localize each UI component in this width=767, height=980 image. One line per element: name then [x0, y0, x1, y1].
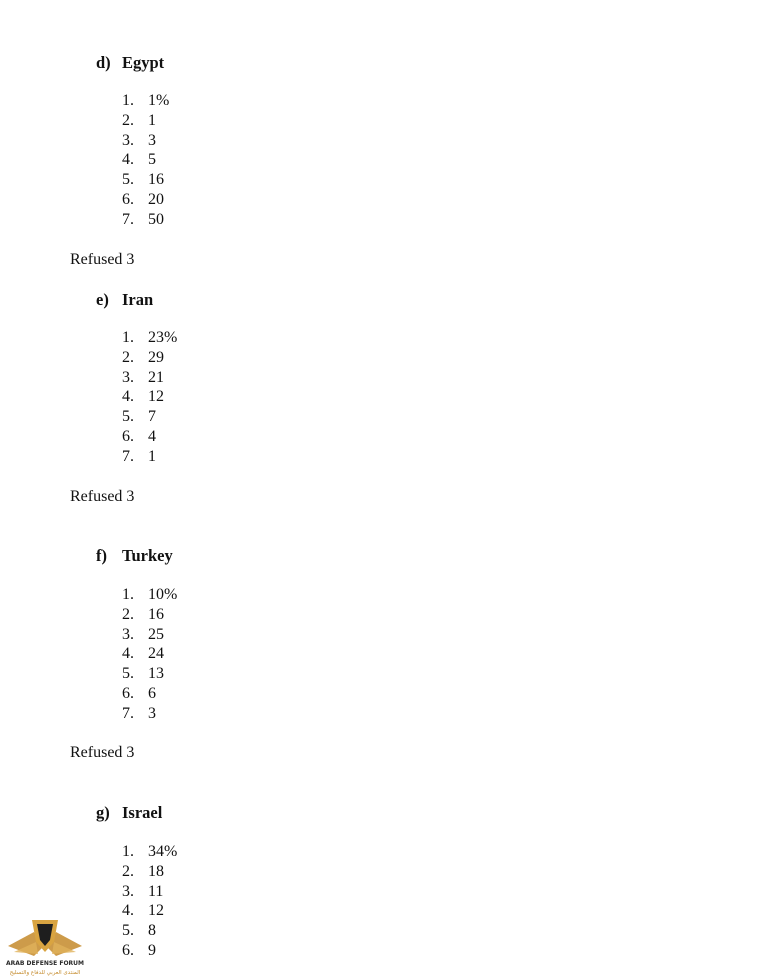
response-list-egypt	[122, 91, 169, 230]
item-value: 21	[148, 368, 164, 386]
section-letter: g)	[96, 803, 110, 822]
item-number: 4.	[122, 645, 134, 663]
item-number: 3.	[122, 131, 134, 149]
item-number: 1.	[122, 586, 134, 603]
item-value: 18	[148, 862, 164, 880]
item-value: 7	[148, 408, 156, 426]
item-value: 9	[148, 941, 156, 959]
item-value: 5	[148, 151, 156, 169]
item-number: 6.	[122, 190, 134, 208]
item-value: 29	[148, 348, 164, 366]
list-item	[122, 882, 177, 902]
list-item	[122, 684, 177, 704]
svg-text:المنتدى العربي للدفاع والتسليح: المنتدى العربي للدفاع والتسليح	[9, 970, 81, 976]
section-country: Iran	[122, 290, 154, 309]
item-number: 4.	[122, 902, 134, 920]
list-item	[122, 368, 177, 388]
list-item	[122, 348, 177, 368]
refused-note: Refused 3	[70, 488, 135, 505]
section-heading-egypt	[96, 53, 164, 73]
item-value: 4	[148, 427, 156, 445]
list-item	[122, 131, 169, 151]
item-number: 3.	[122, 882, 134, 900]
list-item	[122, 605, 177, 625]
item-value: 24	[148, 645, 164, 663]
list-item	[122, 170, 169, 190]
list-item	[122, 664, 177, 684]
item-value: 13	[148, 665, 164, 683]
section-country: Israel	[122, 803, 163, 822]
item-value: 1%	[148, 92, 170, 109]
list-item	[122, 387, 177, 407]
item-number: 5.	[122, 665, 134, 683]
item-value: 8	[148, 922, 156, 940]
item-number: 3.	[122, 368, 134, 386]
item-value: 23%	[148, 329, 178, 346]
refused-note: Refused 3	[70, 744, 135, 761]
list-item	[122, 190, 169, 210]
item-number: 5.	[122, 408, 134, 426]
section-country: Turkey	[122, 546, 173, 565]
item-number: 2.	[122, 862, 134, 880]
item-number: 2.	[122, 605, 134, 623]
refused-note: Refused 3	[70, 251, 135, 268]
section-country: Egypt	[122, 53, 165, 72]
item-value: 16	[148, 171, 164, 189]
section-heading-turkey	[96, 546, 173, 566]
list-item	[122, 210, 169, 230]
item-value: 1	[148, 111, 156, 129]
item-number: 5.	[122, 922, 134, 940]
section-letter: e)	[96, 290, 109, 309]
item-value: 12	[148, 388, 164, 406]
item-number: 5.	[122, 171, 134, 189]
item-value: 1	[148, 447, 156, 465]
list-item	[122, 901, 177, 921]
item-value: 25	[148, 625, 164, 643]
item-value: 10%	[148, 586, 178, 603]
item-number: 1.	[122, 843, 134, 860]
item-number: 1.	[122, 329, 134, 346]
section-letter: d)	[96, 53, 111, 72]
section-heading-iran	[96, 290, 153, 310]
item-number: 7.	[122, 210, 134, 228]
item-value: 34%	[148, 843, 178, 860]
item-number: 2.	[122, 111, 134, 129]
item-number: 7.	[122, 704, 134, 722]
svg-text:ARAB DEFENSE FORUM: ARAB DEFENSE FORUM	[5, 960, 85, 967]
item-number: 6.	[122, 941, 134, 959]
item-value: 16	[148, 605, 164, 623]
list-item	[122, 921, 177, 941]
item-value: 6	[148, 684, 156, 702]
item-value: 3	[148, 131, 156, 149]
item-number: 3.	[122, 625, 134, 643]
item-value: 20	[148, 190, 164, 208]
list-item	[122, 111, 169, 131]
list-item	[122, 150, 169, 170]
item-value: 11	[148, 882, 164, 900]
list-item	[122, 407, 177, 427]
arab-defense-forum-logo	[4, 912, 86, 978]
list-item	[122, 328, 177, 348]
response-list-iran	[122, 328, 177, 467]
item-number: 4.	[122, 388, 134, 406]
item-number: 7.	[122, 447, 134, 465]
list-item	[122, 447, 177, 467]
eagle-emblem-icon	[4, 912, 86, 978]
list-item	[122, 842, 177, 862]
item-number: 6.	[122, 427, 134, 445]
list-item	[122, 862, 177, 882]
item-number: 6.	[122, 684, 134, 702]
item-value: 12	[148, 902, 164, 920]
section-letter: f)	[96, 546, 107, 565]
response-list-turkey	[122, 585, 177, 724]
response-list-israel	[122, 842, 177, 961]
list-item	[122, 91, 169, 111]
list-item	[122, 427, 177, 447]
list-item	[122, 704, 177, 724]
item-value: 50	[148, 210, 164, 228]
list-item	[122, 585, 177, 605]
section-heading-israel	[96, 803, 162, 823]
list-item	[122, 644, 177, 664]
list-item	[122, 941, 177, 961]
item-value: 3	[148, 704, 156, 722]
list-item	[122, 625, 177, 645]
item-number: 2.	[122, 348, 134, 366]
item-number: 1.	[122, 92, 134, 109]
item-number: 4.	[122, 151, 134, 169]
